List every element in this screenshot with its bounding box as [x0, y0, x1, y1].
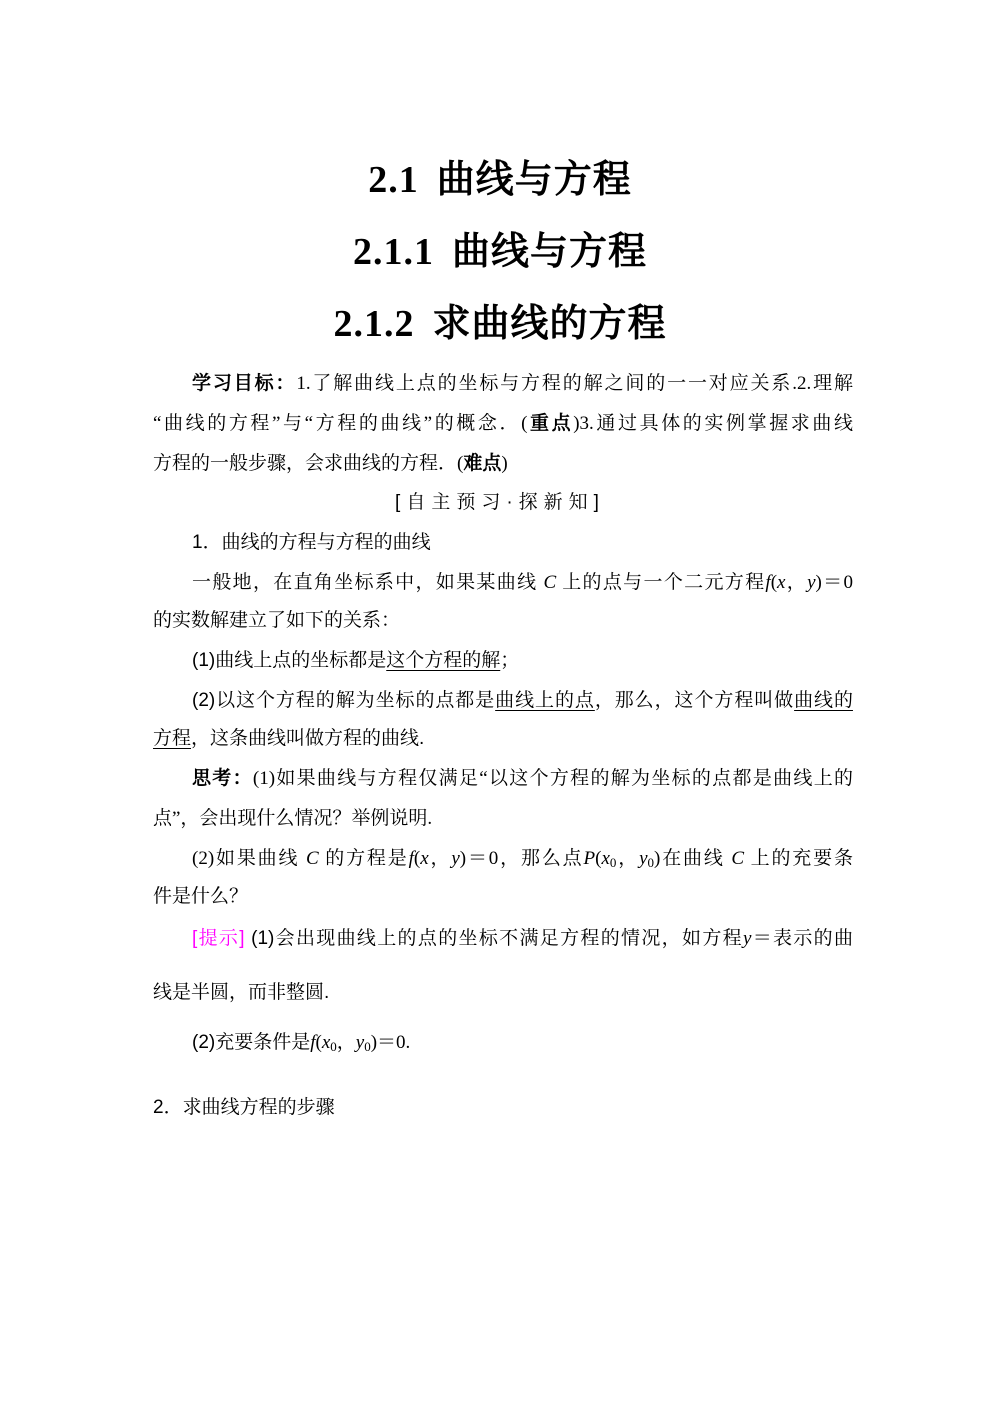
math-var: x — [777, 572, 786, 593]
objectives-text: “曲线的方程”与“方程的曲线”的概念．( — [153, 413, 528, 434]
math-var: x — [321, 1032, 331, 1053]
hint-a2 — [192, 1030, 892, 1056]
title-chapter — [0, 158, 1000, 202]
think-q2-line1 — [192, 846, 853, 872]
text: ( — [595, 848, 602, 869]
text: )＝0，那么点 — [459, 848, 584, 869]
text: ， — [785, 572, 808, 593]
text: 上的充要条 — [750, 848, 853, 869]
text: (1)如果曲线与方程仅满足“以这个方程的解为坐标的点都是曲线上的 — [252, 768, 853, 789]
math-var: C — [731, 848, 745, 869]
difficulty-label: 难点 — [463, 453, 502, 474]
title-number: 2.1.1 — [352, 231, 434, 273]
text: (1)曲线上点的坐标都是 — [192, 650, 387, 671]
underlined-answer: 方程 — [153, 728, 192, 749]
text: )＝0. — [370, 1032, 411, 1053]
objectives-line-3 — [153, 451, 853, 477]
objectives-label: 学习目标： — [192, 373, 297, 394]
text: 上的点与一个二元方程 — [562, 572, 766, 593]
math-var: y — [451, 848, 460, 869]
math-var: y — [355, 1032, 365, 1053]
text: ( — [413, 848, 421, 869]
subscript: 0 — [364, 1039, 371, 1054]
underlined-answer: 曲线上的点 — [495, 690, 595, 711]
math-var: y — [807, 572, 816, 593]
section-header: [自主预习·探新知] — [395, 492, 605, 513]
objectives-text: ) — [501, 453, 508, 474]
text: ， — [616, 848, 640, 869]
math-var: x — [420, 848, 429, 869]
title-number: 2.1 — [368, 159, 419, 201]
math-var: f — [765, 572, 771, 593]
title-text: 曲线与方程 — [436, 159, 632, 201]
math-var: y — [639, 848, 648, 869]
section1-item1 — [192, 648, 892, 674]
think-q1-line2: 点”，会出现什么情况？举例说明. — [153, 808, 433, 829]
text: ， — [428, 848, 452, 869]
text: ， — [336, 1032, 356, 1053]
section1-para1-line2: 的实数解建立了如下的关系： — [153, 610, 401, 631]
math-var: C — [305, 848, 319, 869]
section2-heading: 2．求曲线方程的步骤 — [153, 1097, 335, 1118]
text: )＝0 — [815, 572, 853, 593]
section1-heading: 1．曲线的方程与方程的曲线 — [192, 532, 431, 553]
hint-a1-line2: 线是半圆，而非整圆. — [153, 982, 330, 1003]
math-var: C — [543, 572, 557, 593]
section1-para1-line1 — [192, 570, 853, 596]
objectives-text: )3.通过具体的实例掌握求曲线 — [573, 413, 853, 434]
text: ＝表示的曲 — [751, 928, 853, 949]
underlined-answer: 这个方程的解 — [386, 650, 501, 671]
math-var: f — [310, 1032, 316, 1053]
math-var: f — [408, 848, 414, 869]
text: (2)如果曲线 — [192, 848, 300, 869]
text: ； — [500, 650, 520, 671]
text: (2)以这个方程的解为坐标的点都是 — [192, 690, 496, 711]
title-number: 2.1.2 — [333, 303, 415, 345]
text: 一般地，在直角坐标系中，如果某曲线 — [192, 572, 538, 593]
text: )在曲线 — [654, 848, 725, 869]
section1-item2-line1 — [192, 688, 853, 714]
text: ，那么，这个方程叫做 — [594, 690, 795, 711]
title-subsection — [0, 302, 1000, 346]
text: ( — [315, 1032, 322, 1053]
hint-a1-line1 — [192, 926, 853, 952]
title-text: 求曲线的方程 — [432, 303, 667, 345]
text: (1)会出现曲线上的点的坐标不满足方程的情况，如方程 — [244, 928, 743, 949]
section1-item2-line2 — [153, 726, 853, 752]
subscript: 0 — [330, 1039, 337, 1054]
subscript: 0 — [647, 855, 655, 870]
hint-tag: [提示] — [192, 928, 245, 949]
math-var: x — [601, 848, 610, 869]
text: ( — [770, 572, 778, 593]
text: 的方程是 — [325, 848, 409, 869]
think-label: 思考： — [192, 768, 253, 789]
underlined-answer: 曲线的 — [794, 690, 853, 711]
subscript: 0 — [609, 855, 617, 870]
math-var: y — [742, 928, 752, 949]
title-text: 曲线与方程 — [451, 231, 647, 273]
text: ，这条曲线叫做方程的曲线. — [191, 728, 425, 749]
think-q2-line2: 件是什么？ — [153, 886, 249, 907]
math-var: P — [583, 848, 596, 869]
text: (2)充要条件是 — [192, 1032, 311, 1053]
title-section — [0, 230, 1000, 274]
objectives-text: 方程的一般步骤，会求曲线的方程．( — [153, 453, 464, 474]
think-q1-line1 — [192, 766, 853, 792]
objectives-line-2 — [153, 411, 853, 437]
objectives-text: 1.了解曲线上点的坐标与方程的解之间的一一对应关系.2.理解 — [296, 373, 853, 394]
key-point-label: 重点 — [527, 413, 574, 434]
objectives-line-1 — [192, 371, 853, 397]
